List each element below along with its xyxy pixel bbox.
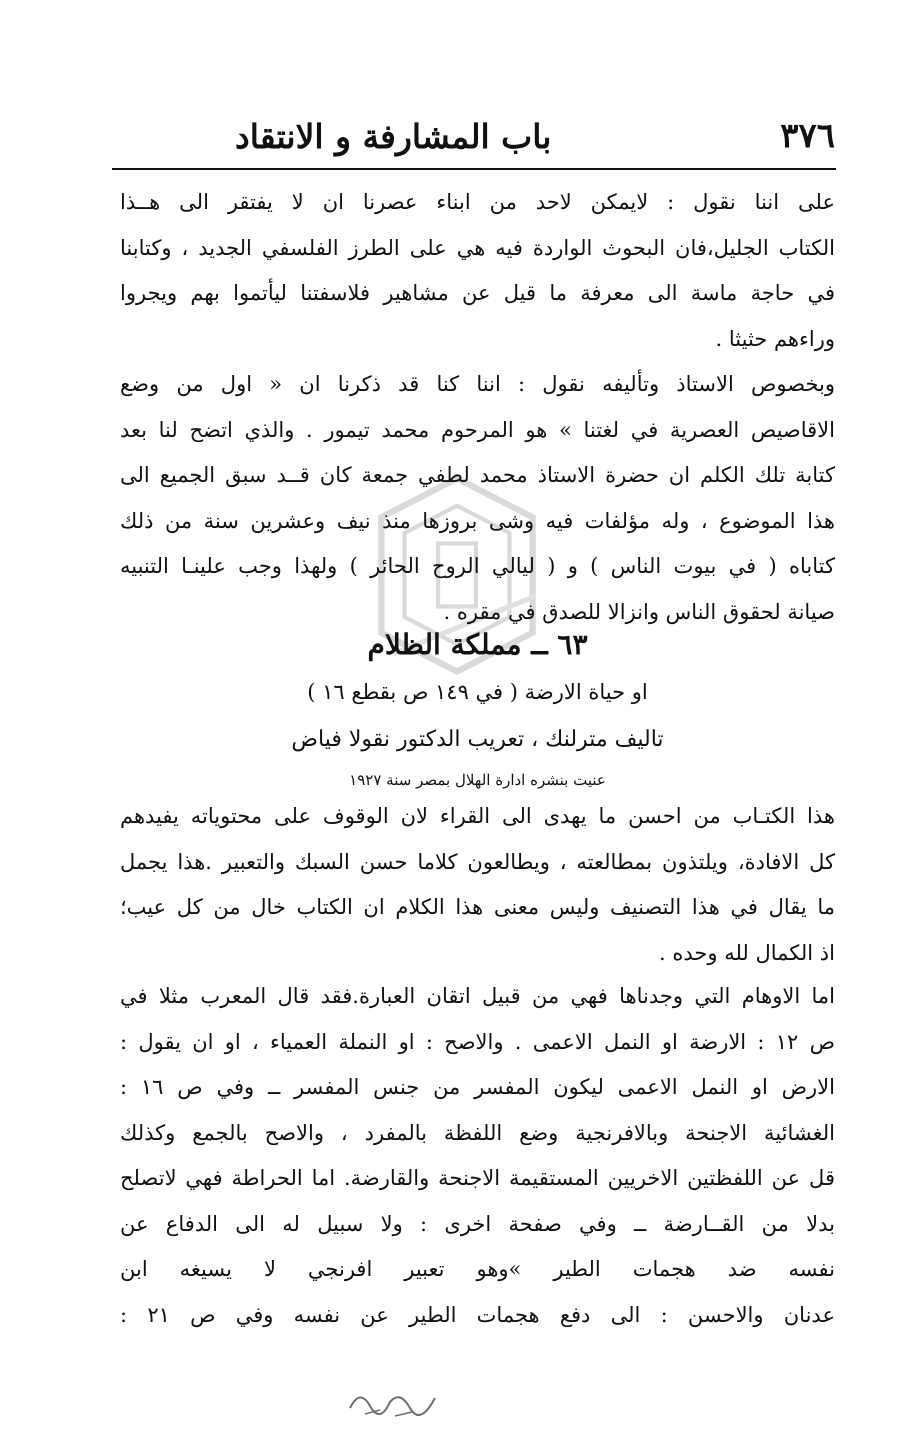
entry-subtitle: او حياة الارضة ( في ١٤٩ ص بقطع ١٦ )	[307, 680, 648, 704]
paragraph-text	[120, 180, 835, 362]
page-number: ٣٧٦	[780, 116, 835, 156]
text-line: الاقاصيص العصرية في لغتنا » هو المرحوم محمد تيمور . والذي اتضح لنا بعد	[120, 417, 835, 442]
text-line: اذ الكمال لله وحده .	[659, 940, 835, 965]
page-header	[115, 108, 835, 164]
text-line: صيانة لحقوق الناس وانزالا للصدق في مقره .	[443, 599, 835, 624]
entry-title: ٦٣ ــ مملكة الظلام	[367, 628, 588, 661]
paragraph-2	[120, 362, 835, 635]
paragraph-text	[120, 974, 835, 1338]
text-line: هذا الموضوع ، وله مؤلفات فيه وشى بروزها منذ نيف وعشرين سنة من ذلك	[120, 508, 835, 533]
text-line: الكتاب الجليل،فان البحوث الواردة فيه هي على الطرز الفلسفي الجديد ، وكتابنا	[120, 235, 835, 260]
text-line: وراءهم حثيثا .	[715, 326, 835, 351]
paragraph-text	[120, 362, 835, 635]
text-line: هذا الكتـاب من احسن ما يهدى الى القراء لان الوقوف على محتوياته يفيدهم	[120, 804, 835, 828]
text-line: كتاباه ( في بيوت الناس ) و ( ليالي الروح الحائر ) ولهذا وجب علينـا التنبيه	[120, 554, 835, 578]
text-line: نفسه ضد هجمات الطير »وهو تعبير افرنجي لا يسيغه ابن	[120, 1257, 835, 1281]
paragraph-4	[120, 974, 835, 1338]
text-line: اما الاوهام التي وجدناها فهي من قبيل اتقان العبارة.فقد قال المعرب مثلا في	[120, 984, 835, 1008]
paragraph-1	[120, 180, 835, 362]
handwritten-mark	[340, 1380, 450, 1420]
text-line: الغشائية الاجنحة وبالافرنجية وضع اللفظة بالمفرد ، والاصح بالجمع وكذلك	[120, 1120, 835, 1145]
paragraph-text	[120, 794, 835, 976]
entry-author-line: تاليف مترلنك ، تعريب الدكتور نقولا فياض	[291, 727, 664, 752]
paragraph-3	[120, 794, 835, 976]
text-line: بدلا من القــارضة ــ وفي صفحة اخرى : ولا سبيل له الى الدفاع عن	[120, 1211, 835, 1236]
running-title: باب المشارفة و الانتقاد	[235, 116, 552, 156]
text-line: ما يقال في هذا التصنيف وليس معنى هذا الكلام ان الكتاب خال من كل عيب؛	[120, 895, 835, 919]
text-line: وبخصوص الاستاذ وتأليفه نقول : اننا كنا قد ذكرنا ان « اول من وضع	[120, 372, 835, 396]
text-line: كتابة تلك الكلم ان حضرة الاستاذ محمد لطفي جمعة كان قــد سبق الجميع الى	[120, 463, 835, 487]
text-line: قل عن اللفظتين الاخريين المستقيمة الاجنحة والقارضة. اما الحراطة فهي لاتصلح	[120, 1166, 835, 1190]
entry-publisher-line: عنيت بنشره ادارة الهلال بمصر سنة ١٩٢٧	[349, 771, 606, 789]
text-line: ص ١٢ : الارضة او النمل الاعمى . والاصح : او النملة العمياء ، او ان يقول :	[120, 1029, 835, 1054]
text-line: عدنان والاحسن : الى دفع هجمات الطير عن نفسه وفي ص ٢١ :	[120, 1302, 835, 1327]
header-rule	[112, 168, 836, 170]
text-line: كل الافادة، ويلتذون بمطالعته ، ويطالعون كلاما حسن السبك والتعبير .هذا يجمل	[120, 849, 835, 874]
text-line: الارض او النمل الاعمى ليكون المفسر من جنس المفسر ــ وفي ص ١٦ :	[120, 1075, 835, 1099]
text-line: في حاجة ماسة الى معرفة ما قيل عن مشاهير فلاسفتنا ليأتموا بهم ويجروا	[120, 281, 835, 305]
text-line: على اننا نقول : لايمكن لاحد من ابناء عصرنا ان لا يفتقر الى هــذا	[120, 190, 835, 214]
